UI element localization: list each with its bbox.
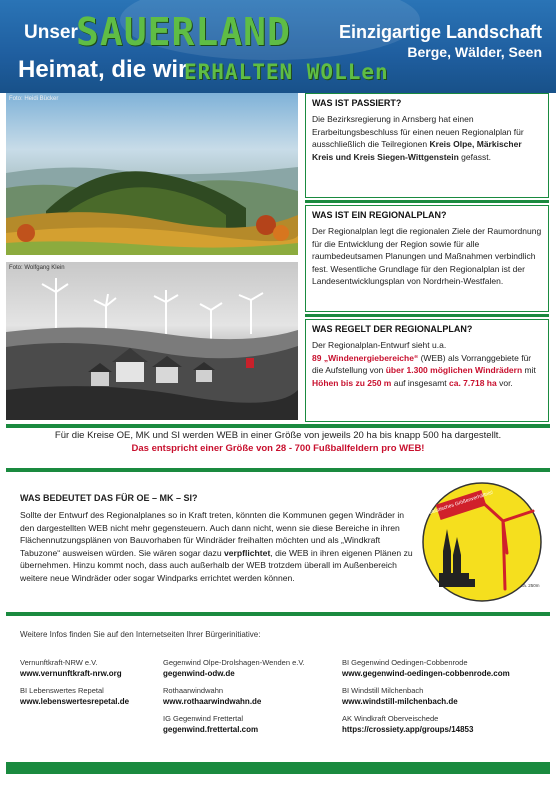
box3-text-area: ca. 7.718 ha [449,377,497,388]
village-photo [6,262,298,420]
info-box-what-rules [305,319,549,422]
link-url[interactable]: https://crossiety.app/groups/14853 [342,725,474,734]
box2-text: Der Regionalplan legt die regionalen Ziele der Raumordnung für die Entwicklung der Region sowie für alle raumbedeutsamen Planungen und Maßnahmen verbindlich fest. Wesentliche Grundlage für den Regionalplan ist der Landesentwicklungsplan von Nordrhein-Westfalen. [312,226,542,286]
means-title: WAS BEDEUTET DAS FÜR OE – MK – SI? [20,493,198,503]
size-comparison-badge [421,481,543,603]
box3-text-b: (WEB) als Vorranggebiete für die Aufstellung von [312,352,532,375]
link-url[interactable]: www.lebenswertesrepetal.de [20,697,130,706]
link-url[interactable]: gegenwind.frettertal.com [163,725,259,734]
link-name: Rothaarwindwahn [163,686,224,695]
link-name: BI Windstill Milchenbach [342,686,424,695]
badge-banner: realistisches Größenverhältnis! [426,489,494,517]
divider-3 [6,424,550,428]
box3-text-a: Der Regionalplan-Entwurf sieht u.a. [312,340,447,350]
notice-block [6,430,550,454]
divider-4 [6,468,550,472]
header-berge: Berge, Wälder, Seen [407,44,542,60]
link-item[interactable] [20,686,160,707]
box1-text-regions: Kreis Olpe, Märkischer Kreis und Kreis Siegen-Wittgenstein [312,139,522,162]
box1-text [312,113,542,163]
link-item[interactable] [20,658,160,679]
info-box-what-is-plan [305,205,549,312]
link-url[interactable]: www.windstill-milchenbach.de [342,697,458,706]
box2-title: WAS IST EIN REGIONALPLAN? [312,210,447,220]
notice-line-2: Das entspricht einer Größe von 28 - 700 Fußballfeldern pro WEB! [131,443,425,454]
box1-title: WAS IST PASSIERT? [312,98,402,108]
link-name: BI Gegenwind Oedingen-Cobbenrode [342,658,468,667]
header-heimat: Heimat, die wir [18,56,188,83]
means-section [20,493,420,585]
header-einzigartige: Einzigartige Landschaft [338,22,542,42]
link-item[interactable] [342,658,550,679]
box3-text [312,339,542,389]
landscape-illustration [6,93,298,255]
box3-text-c: mit [522,365,536,375]
notice-line-1: Für die Kreise OE, MK und SI werden WEB in einer Größe von jeweils 20 ha bis knapp 500 ha dargestellt. [54,430,502,441]
link-item[interactable] [163,658,338,679]
landscape-photo [6,93,298,255]
footer-bar [6,762,550,774]
box3-text-height: Höhen bis zu 250 m [312,377,392,388]
box1-text-c: gefasst. [458,151,491,162]
links-column-1 [20,658,160,714]
link-name: Vernunftkraft-NRW e.V. [20,658,98,667]
link-item[interactable] [163,686,338,707]
means-text-a: Sollte der Entwurf des Regionalplanes so in Kraft treten, könnten die Kommunen gegen Windräder in den dargestellten WEB nicht mehr gegensteuern. Auch dann nicht, wenn sie diese Bereiche in ihren Flächennutzungsplänen von Bauvorhaben für Windräder freihalten möchten und als „Windkraft Tabuzone“ ausweisen würden. Sie wären sogar dazu [20,510,405,558]
link-name: AK Windkraft Oberveischede [342,714,439,723]
means-text [20,509,420,585]
links-column-3 [342,658,550,742]
link-item[interactable] [342,714,550,735]
header-unser: Unser [24,22,78,43]
header-sauerland: SAUERLAND [76,10,291,54]
box3-title: WAS REGELT DER REGIONALPLAN? [312,324,473,334]
link-url[interactable]: www.gegenwind-oedingen-cobbenrode.com [342,669,510,678]
links-heading: Weitere Infos finden Sie auf den Internetseiten Ihrer Bürgerinitiative: [20,630,261,639]
photo-credit-2: Foto: Wolfgang Klein [9,265,65,271]
header-erhalten: ERHALTEN WOLLen [184,60,389,84]
photo-credit-1: Foto: Heidi Bücker [9,96,59,102]
link-name: Gegenwind Olpe-Drolshagen-Wenden e.V. [163,658,305,667]
link-url[interactable]: www.vernunftkraft-nrw.org [20,669,122,678]
divider-2 [305,314,549,317]
link-name: BI Lebenswertes Repetal [20,686,104,695]
box3-text-e: vor. [496,377,513,388]
header-banner [0,0,556,93]
links-section [20,630,550,734]
link-item[interactable] [342,686,550,707]
box3-text-d: auf insgesamt [391,377,449,388]
size-comparison-icon [421,481,543,603]
box3-text-turbines: über 1.300 möglichen Windrädern [385,365,523,375]
link-url[interactable]: gegenwind-odw.de [163,669,235,678]
divider-5 [6,612,550,616]
means-text-verpflichtet: verpflichtet [223,547,271,558]
badge-scale: ca. 250m [521,583,540,588]
means-text-b: , die WEB in ihren eigenen Plänen zu übernehmen. Hinzu kommt noch, dass auch außerhalb der WEB trotzdem überall im Außenbereich weitere neue Windräder oder sogar Windparks errichtet werden können. [20,547,413,583]
village-illustration [6,262,298,420]
divider-1 [305,200,549,203]
info-box-what-happened [305,93,549,198]
link-url[interactable]: www.rothaarwindwahn.de [163,697,262,706]
box1-text-a: Die Bezirksregierung in Arnsberg hat einen Erarbeitungsbeschluss für einen neuen Regionalplan für ausschließlich die Teilregionen [312,114,524,149]
box3-text-web-count: 89 „Windenergiebereiche“ [312,352,419,363]
link-name: IG Gegenwind Frettertal [163,714,244,723]
links-column-2 [163,658,338,742]
link-item[interactable] [163,714,338,735]
